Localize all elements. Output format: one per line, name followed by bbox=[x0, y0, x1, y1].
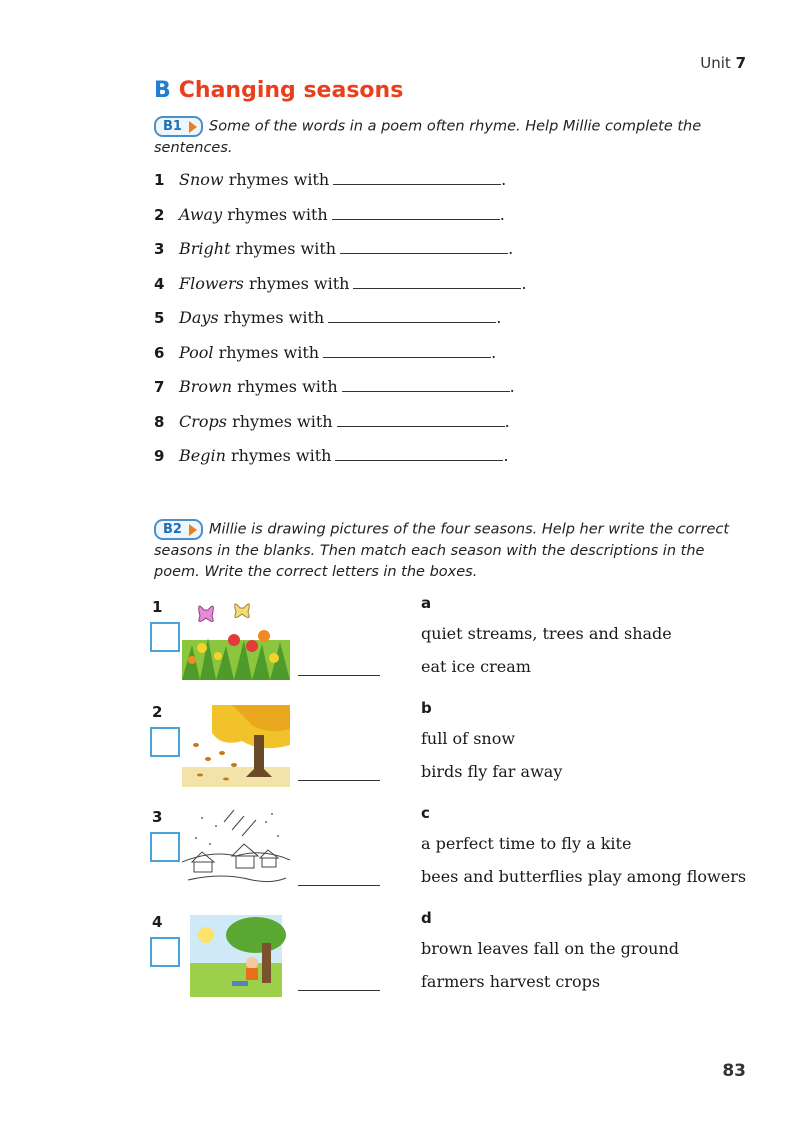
answer-blank[interactable] bbox=[328, 308, 496, 323]
rhyme-item: 2 Away rhymes with . bbox=[154, 204, 505, 224]
answer-blank[interactable] bbox=[333, 170, 501, 185]
answer-blank[interactable] bbox=[323, 343, 491, 358]
season-blank[interactable] bbox=[298, 675, 380, 676]
rhyme-list bbox=[154, 170, 527, 481]
b2-badge: B2 bbox=[154, 519, 203, 540]
rhyme-item: 5 Days rhymes with . bbox=[154, 308, 502, 327]
season-item: 1 a quiet streams, trees and shade eat ice cream bbox=[150, 598, 750, 698]
season-item: 4 d brown leaves fall on the ground farmers harvest crops bbox=[150, 913, 750, 1013]
answer-box[interactable] bbox=[150, 937, 180, 967]
b1-instruction: B1 Some of the words in a poem often rhyme. Help Millie complete the sentences. bbox=[154, 116, 734, 159]
answer-blank[interactable] bbox=[335, 446, 503, 461]
winter-village-illustration bbox=[182, 810, 290, 894]
b2-instruction: B2 Millie is drawing pictures of the four seasons. Help her write the correct seasons in the blanks. Then match each season with the descriptions in the poem. Write the correct letters in the boxes. bbox=[154, 519, 734, 583]
section-letter: B bbox=[154, 78, 171, 103]
answer-blank[interactable] bbox=[342, 377, 510, 392]
rhyme-item: 4 Flowers rhymes with . bbox=[154, 273, 527, 293]
season-item: 2 b full of snow birds fly far away bbox=[150, 703, 750, 803]
season-blank[interactable] bbox=[298, 885, 380, 886]
rhyme-item: 9 Begin rhymes with . bbox=[154, 446, 509, 465]
rhyme-item: 1 Snow rhymes with . bbox=[154, 170, 507, 189]
page-number: 83 bbox=[722, 1061, 746, 1081]
answer-box[interactable] bbox=[150, 832, 180, 862]
season-blank[interactable] bbox=[298, 780, 380, 781]
answer-box[interactable] bbox=[150, 622, 180, 652]
spring-flowers-illustration bbox=[182, 600, 290, 684]
rhyme-item: 3 Bright rhymes with . bbox=[154, 239, 514, 258]
rhyme-item: 6 Pool rhymes with . bbox=[154, 342, 497, 362]
answer-blank[interactable] bbox=[340, 239, 508, 254]
answer-blank[interactable] bbox=[353, 274, 521, 289]
summer-boy-illustration bbox=[182, 915, 290, 999]
answer-blank[interactable] bbox=[337, 412, 505, 427]
rhyme-item: 7 Brown rhymes with . bbox=[154, 377, 515, 396]
b1-badge: B1 bbox=[154, 116, 203, 137]
section-name: Changing seasons bbox=[178, 78, 404, 103]
section-title bbox=[154, 78, 403, 103]
answer-box[interactable] bbox=[150, 727, 180, 757]
unit-label: Unit 7 bbox=[700, 54, 746, 72]
season-blank[interactable] bbox=[298, 990, 380, 991]
autumn-tree-illustration bbox=[182, 705, 290, 789]
answer-blank[interactable] bbox=[332, 205, 500, 220]
season-item: 3 c a perfect time to fly a kite bees and butterflies play among flowers bbox=[150, 808, 750, 908]
rhyme-item: 8 Crops rhymes with . bbox=[154, 411, 510, 431]
unit-number: 7 bbox=[735, 54, 746, 72]
